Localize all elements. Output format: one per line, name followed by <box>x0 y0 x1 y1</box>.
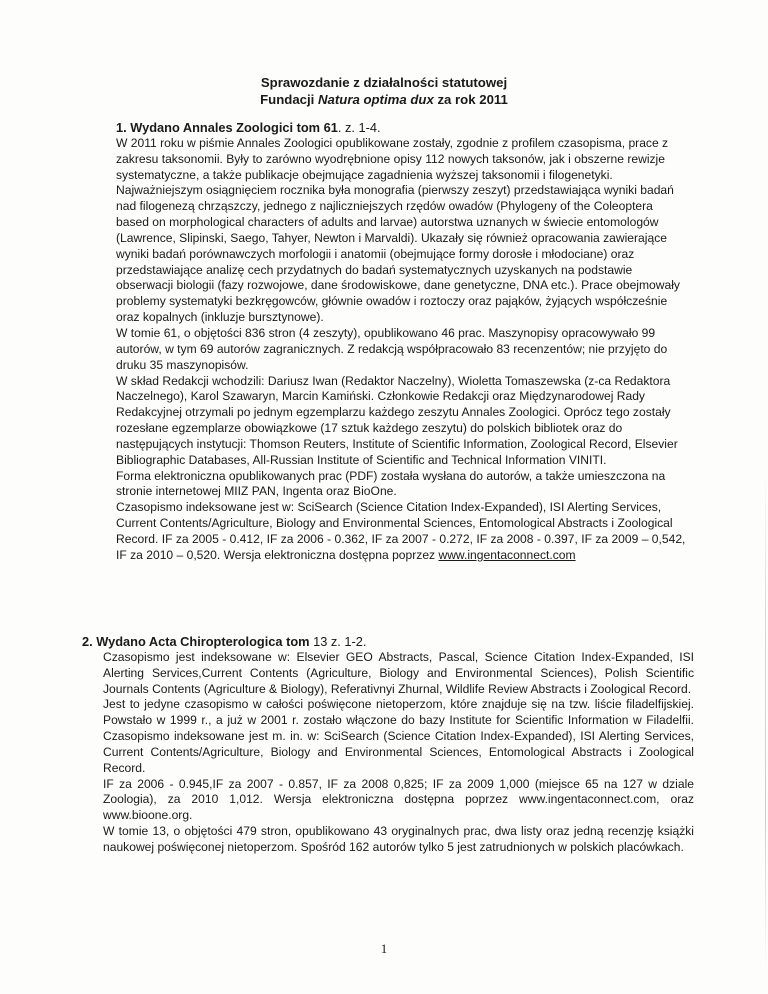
section-1-heading-tail: . z. 1-4. <box>337 120 381 135</box>
section-acta-chiropterologica <box>82 634 694 856</box>
page-number: 1 <box>380 941 388 956</box>
title-line-2 <box>0 91 768 108</box>
section-2-paragraph: Czasopismo jest indeksowane w: Elsevier GEO Abstracts, Pascal, Science Citation Index-Expanded, ISI Alerting Services,Current Contents (Agriculture, Biology and Environmental Sciences), Polish Scientific Journals Contents (Agriculture & Biology), Referativnyi Zhurnal, Wildlife Review Abstracts i Zoological Record. <box>103 649 694 696</box>
ingentaconnect-link[interactable]: www.ingentaconnect.com <box>438 547 576 562</box>
section-2-heading-tail: 13 z. 1-2. <box>309 634 367 649</box>
document-title <box>0 74 768 108</box>
section-2-body <box>82 650 694 856</box>
section-1-heading <box>116 120 686 136</box>
section-2-paragraph: Jest to jedyne czasopismo w całości poświęcone nietoperzom, które znajduje się na tzw. liście filadelfijskiej. Powstało w 1999 r., a już w 2001 r. zostało włączone do bazy Institute for Scientific Information w Filadelfii. Czasopismo indeksowane jest m. in. w: SciSearch (Science Citation Index-Expanded), ISI Alerting Services, Current Contents/Agriculture, Biology and Environmental Sciences, Entomological Abstracts i Zoological Record. <box>103 697 694 775</box>
foundation-name: Natura optima dux <box>318 92 434 107</box>
section-1-paragraph: Forma elektroniczna opublikowanych prac (PDF) została wysłana do autorów, a także umieszczona na stronie internetowej MIIZ PAN, Ingenta oraz BioOne. <box>116 468 666 499</box>
title-prefix: Fundacji <box>260 92 319 107</box>
section-1-paragraph: W skład Redakcji wchodzili: Dariusz Iwan (Redaktor Naczelny), Wioletta Tomaszewska (z-ca Redaktora Naczelnego), Karol Szawaryn, Marcin Kamiński. Członkowie Redakcji oraz Międzynarodowej Rady Redakcyjnej otrzymali po jednym egzemplarzu każdego zeszytu Annales Zoologici. Oprócz tego zostały rozesłane egzemplarze obowiązkowe (17 sztuk każdego zeszytu) do polskich bibliotek oraz do następujących instytucji: Thomson Reuters, Institute of Scientific Information, Zoological Record, Elsevier Bibliographic Databases, All-Russian Institute of Scientific and Technical Information VINITI. <box>116 373 678 467</box>
section-1-heading-bold: 1. Wydano Annales Zoologici tom 61 <box>116 120 338 135</box>
section-1-paragraph-last <box>116 500 686 563</box>
title-line-1: Sprawozdanie z działalności statutowej <box>260 75 508 90</box>
section-annales-zoologici <box>116 120 686 564</box>
section-2-paragraph: IF za 2006 - 0.945,IF za 2007 - 0.857, IF za 2008 0,825; IF za 2009 1,000 (miejsce 65 na 127 w dziale Zoologia), za 2010 1,012. Wersja elektroniczna dostępna poprzez www.ingentaconnect.com, oraz www.bioone.org. <box>103 776 694 823</box>
title-suffix: za rok 2011 <box>433 92 508 107</box>
section-2-paragraph: W tomie 13, o objętości 479 stron, opublikowano 43 oryginalnych prac, dwa listy oraz jedną recenzję książki naukowej poświęconej nietoperzom. Spośród 162 autorów tylko 5 jest zatrudnionych w polskich placówkach. <box>103 824 694 854</box>
section-1-paragraph-text: Czasopismo indeksowane jest w: SciSearch (Science Citation Index-Expanded), ISI Alerting Services, Current Contents/Agriculture, Biology and Environmental Sciences, Entomological Abstracts i Zoological Record. IF za 2005 - 0.412, IF za 2006 - 0.362, IF za 2007 - 0.272, IF za 2008 - 0.397, IF za 2009 – 0,542, IF za 2010 – 0,520. Wersja elektroniczna dostępna poprzez <box>116 500 686 562</box>
section-1-paragraph: W tomie 61, o objętości 836 stron (4 zeszyty), opublikowano 46 prac. Maszynopisy opracowywało 99 autorów, w tym 69 autorów zagranicznych. Z redakcją współpracowało 83 recenzentów; nie przyjęto do druku 35 maszynopisów. <box>116 325 668 372</box>
scan-edge-line <box>765 470 766 970</box>
section-1-paragraph: W 2011 roku w piśmie Annales Zoologici opublikowane zostały, zgodnie z profilem czasopisma, prace z zakresu taksonomii. Były to zarówno wyodrębnione opisy 112 nowych taksonów, jak i obszerne rewizje systematyczne, a także publikacje obejmujące zagadnienia wyższej taksonomii i filogenetyki. Najważniejszym osiągnięciem rocznika była monografia (pierwszy zeszyt) przedstawiająca wyniki badań nad filogenezą chrząszczy, jednego z najliczniejszych rzędów owadów (Phylogeny of the Coleoptera based on morphological characters of adults and larvae) autorstwa uznanych w świecie entomologów (Lawrence, Slipinski, Saego, Tahyer, Newton i Marvaldi). Ukazały się również opracowania zawierające wyniki badań porównawczych morfologii i anatomii (obejmujące formy dorosłe i młodociane) oraz przedstawiające analizę cech przydatnych do badań systematycznych uzyskanych na podstawie obserwacji biologii (fazy rozwojowe, dane środowiskowe, dane genetyczne, DNA etc.). Prace obejmowały problemy systematyki bezkręgowców, głównie owadów i roztoczy oraz pająków, żyjących współcześnie oraz kopalnych (inkluzje bursztynowe). <box>116 135 680 325</box>
section-2-heading <box>82 634 694 650</box>
section-2-heading-bold: 2. Wydano Acta Chiropterologica tom <box>82 634 310 649</box>
